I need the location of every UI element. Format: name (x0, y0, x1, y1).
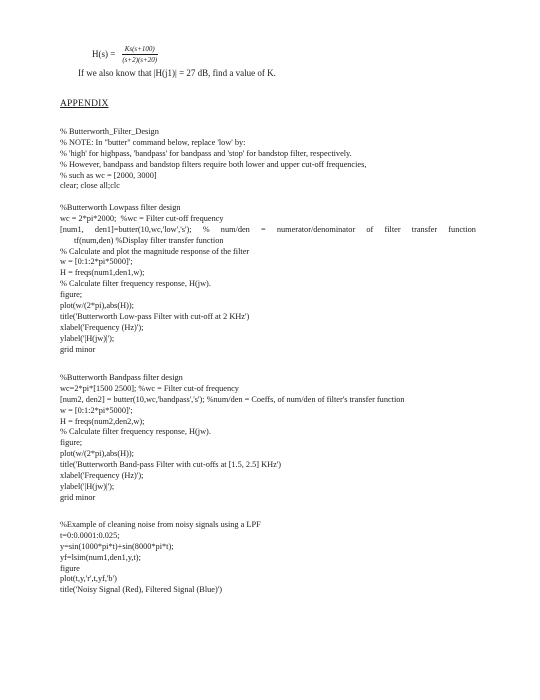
code-line: xlabel('Frequency (Hz)'); (60, 322, 144, 332)
code-block-bandpass (60, 373, 405, 504)
code-line: wc=2*pi*[1500 2500]; %wc = Filter cut-of frequency (60, 383, 239, 393)
code-line: H = freqs(num1,den1,w); (60, 268, 145, 278)
code-line: ylabel('|H(jw)|'); (60, 333, 115, 343)
code-block-lowpass (60, 203, 476, 355)
code-line: % 'high' for highpass, 'bandpass' for bandpass and 'stop' for bandstop filter, respectively. (60, 148, 352, 158)
code-line: title('Noisy Signal (Red), Filtered Signal (Blue)') (60, 585, 222, 595)
transfer-function-formula (92, 42, 160, 66)
code-line: w = [0:1:2*pi*5000]'; (60, 405, 133, 415)
code-line: plot(w/(2*pi),abs(H)); (60, 301, 134, 311)
formula-lhs: H(s) = (92, 49, 116, 59)
code-block-noise-example (60, 520, 261, 596)
code-line: w = [0:1:2*pi*5000]'; (60, 257, 133, 267)
code-word: % (202, 224, 210, 234)
code-line: %Butterworth Lowpass filter design (60, 203, 181, 212)
code-word: [num1, (60, 224, 84, 234)
code-line: plot(t,y,'r',t,yf,'b') (60, 574, 117, 584)
code-word: of (366, 224, 374, 234)
code-block-notes (60, 127, 366, 192)
code-line: ylabel('|H(jw)|'); (60, 481, 115, 491)
code-word: transfer (411, 224, 438, 234)
formula-numerator: Ks(s+100) (122, 45, 158, 55)
code-word: filter (384, 224, 401, 234)
code-line: title('Butterworth Band-pass Filter with cut-offs at [1.5, 2.5] KHz') (60, 460, 282, 470)
code-line: % Calculate and plot the magnitude response of the filter (60, 246, 250, 256)
code-line: yf=lsim(num1,den1,y,t); (60, 552, 141, 562)
question-text: If we also know that |H(j1)| = 27 dB, find a value of K. (78, 68, 276, 78)
code-line: t=0:0.0001:0.025; (60, 530, 120, 540)
code-line: grid minor (60, 344, 96, 354)
code-line: % Butterworth_Filter_Design (60, 127, 159, 136)
code-line: [num2, den2] = butter(10,wc,'bandpass','s'); %num/den = Coeffs, of num/den of filter's transfer function (60, 394, 405, 404)
code-line: H = freqs(num2,den2,w); (60, 416, 145, 426)
code-line-indented: tf(num,den) %Display filter transfer function (74, 235, 224, 245)
code-line: %Example of cleaning noise from noisy signals using a LPF (60, 520, 261, 529)
code-line: % Calculate filter frequency response, H(jw). (60, 427, 211, 437)
code-line: title('Butterworth Low-pass Filter with cut-off at 2 KHz') (60, 311, 250, 321)
appendix-heading: APPENDIX (60, 99, 109, 109)
code-line: % such as wc = [2000, 3000] (60, 170, 157, 180)
code-line: clear; close all;clc (60, 181, 120, 191)
code-line: plot(w/(2*pi),abs(H)); (60, 449, 134, 459)
code-line: wc = 2*pi*2000; %wc = Filter cut-off frequency (60, 213, 224, 223)
formula-denominator: (s+2)(s+20) (122, 55, 158, 64)
code-word: function (448, 224, 476, 234)
formula-fraction (119, 45, 160, 64)
code-line: figure; (60, 290, 83, 300)
code-line: % However, bandpass and bandstop filters require both lower and upper cut-off frequencies, (60, 159, 367, 169)
code-word: numerator/denominator (276, 224, 356, 234)
code-line: figure (60, 563, 80, 573)
code-line: figure; (60, 438, 83, 448)
code-line: % Calculate filter frequency response, H(jw). (60, 279, 211, 289)
code-line: y=sin(1000*pi*t)+sin(8000*pi*t); (60, 541, 174, 551)
code-line: xlabel('Frequency (Hz)'); (60, 471, 144, 481)
code-word: num/den (220, 224, 250, 234)
code-line: %Butterworth Bandpass filter design (60, 373, 183, 382)
code-word: = (261, 224, 266, 234)
code-line: grid minor (60, 492, 96, 502)
code-line: % NOTE: In "butter" command below, replace 'low' by: (60, 137, 246, 147)
code-word: den1]=butter(10,wc,'low','s'); (94, 224, 192, 234)
code-line-justified (60, 225, 476, 236)
